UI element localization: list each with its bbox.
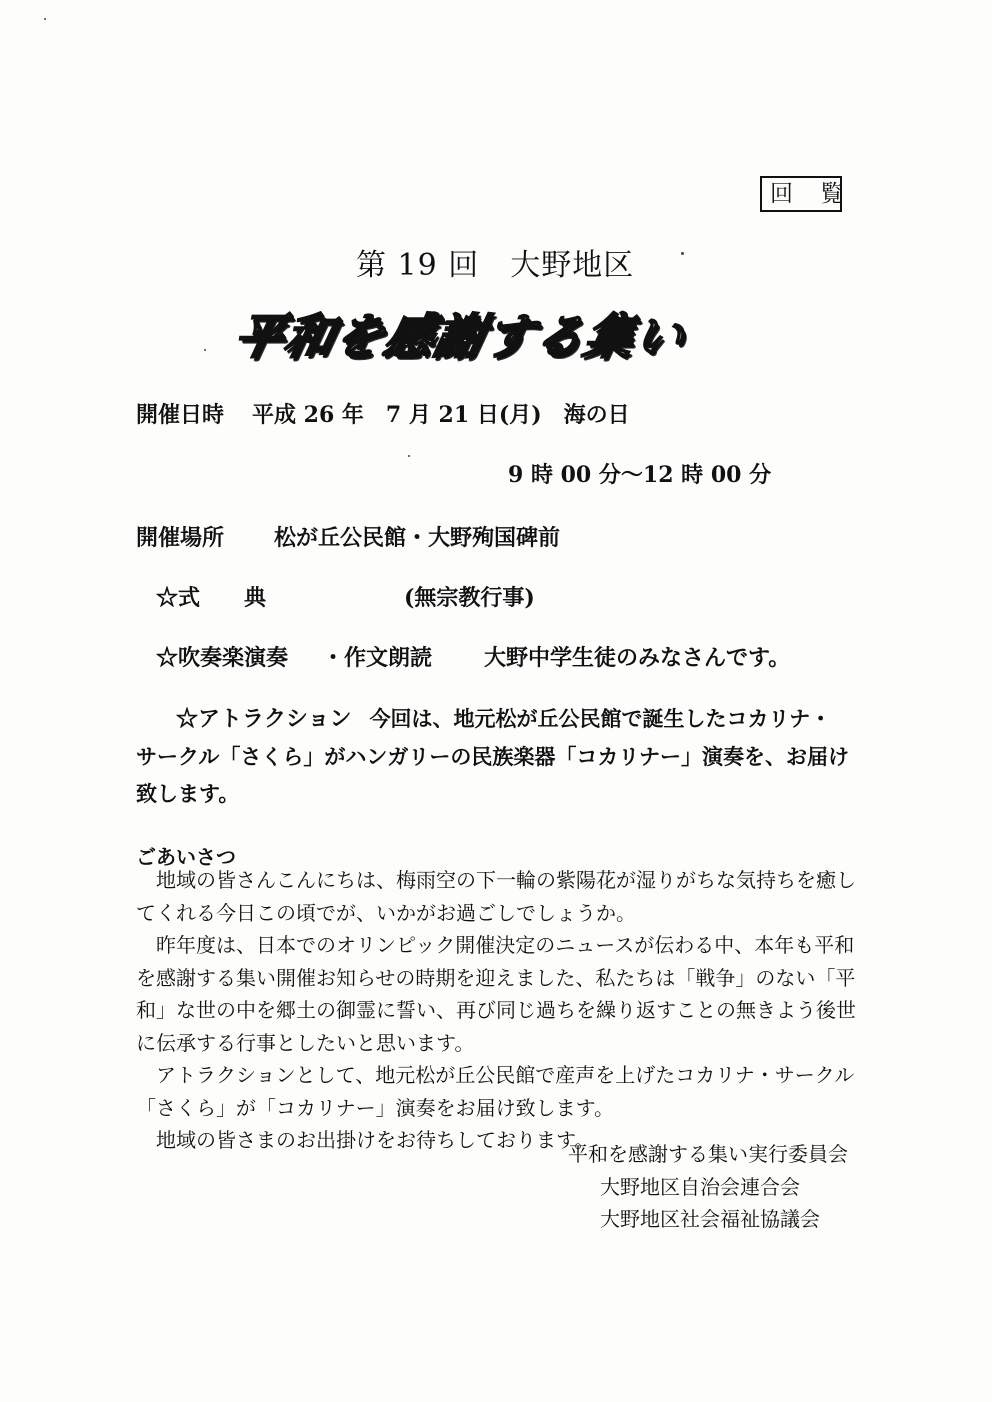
date-label: 開催日時 bbox=[136, 402, 225, 428]
signature-residents-association: 大野地区自治会連合会 bbox=[600, 1175, 800, 1199]
circulation-stamp: 回 覧 bbox=[760, 176, 842, 212]
greeting-paragraph: 地域の皆さまのお出掛けをお待ちしております。 bbox=[156, 1128, 595, 1152]
main-title: 平和を感謝する集い bbox=[229, 309, 692, 365]
signature-committee: 平和を感謝する集い実行委員会 bbox=[568, 1142, 848, 1166]
attraction-text: 今回は、地元松が丘公民館で誕生したコカリナ・サークル「さくら」がハンガリーの民族楽器「コカリナー」演奏を、お届け致します。 bbox=[136, 706, 849, 806]
greeting-paragraph: アトラクションとして、地元松が丘公民館で産声を上げたコカリナ・サークル「さくら」が「コカリナー」演奏をお届け致します。 bbox=[136, 1063, 855, 1120]
scan-speck bbox=[204, 349, 206, 351]
event-place-row bbox=[136, 521, 560, 552]
greeting-paragraph: 地域の皆さんこんにちは、梅雨空の下一輪の紫陽花が湿りがちな気持ちを癒してくれる今日この頃でが、いかがお過ごしでしょうか。 bbox=[136, 868, 856, 925]
place-value: 松が丘公民館・大野殉国碑前 bbox=[274, 525, 561, 551]
attraction-paragraph bbox=[136, 700, 852, 812]
greeting-body bbox=[136, 864, 856, 1157]
event-time: 9 時 00 分〜12 時 00 分 bbox=[508, 462, 772, 488]
scan-speck bbox=[408, 455, 410, 457]
ceremony-value: (無宗教行事) bbox=[404, 585, 535, 611]
reading-label: ・作文朗読 bbox=[322, 645, 433, 671]
scan-speck bbox=[44, 18, 46, 20]
music-label: ☆吹奏楽演奏 bbox=[156, 645, 289, 671]
edition-line: 第 19 回 大野地区 bbox=[356, 248, 635, 283]
event-date-row bbox=[136, 398, 630, 429]
greeting-paragraph: 昨年度は、日本でのオリンピック開催決定のニュースが伝わる中、本年も平和を感謝する集い開催お知らせの時期を迎えました、私たちは「戦争」のない「平和」な世の中を郷土の御霊に誓い、再び同じ過ちを繰り返すことの無きよう後世に伝承する行事としたいと思います。 bbox=[136, 933, 856, 1055]
ceremony-row bbox=[156, 581, 535, 612]
attraction-label: ☆アトラクション bbox=[176, 706, 352, 732]
scan-speck bbox=[681, 252, 684, 255]
ceremony-label: ☆式 典 bbox=[156, 585, 267, 611]
place-label: 開催場所 bbox=[136, 525, 225, 551]
music-value: 大野中学生徒のみなさんです。 bbox=[484, 645, 791, 671]
music-row bbox=[156, 641, 790, 672]
signature-social-welfare: 大野地区社会福祉協議会 bbox=[600, 1207, 820, 1231]
greeting-title: ごあいさつ bbox=[136, 845, 236, 869]
date-value: 平成 26 年 7 月 21 日(月) 海の日 bbox=[252, 402, 630, 428]
